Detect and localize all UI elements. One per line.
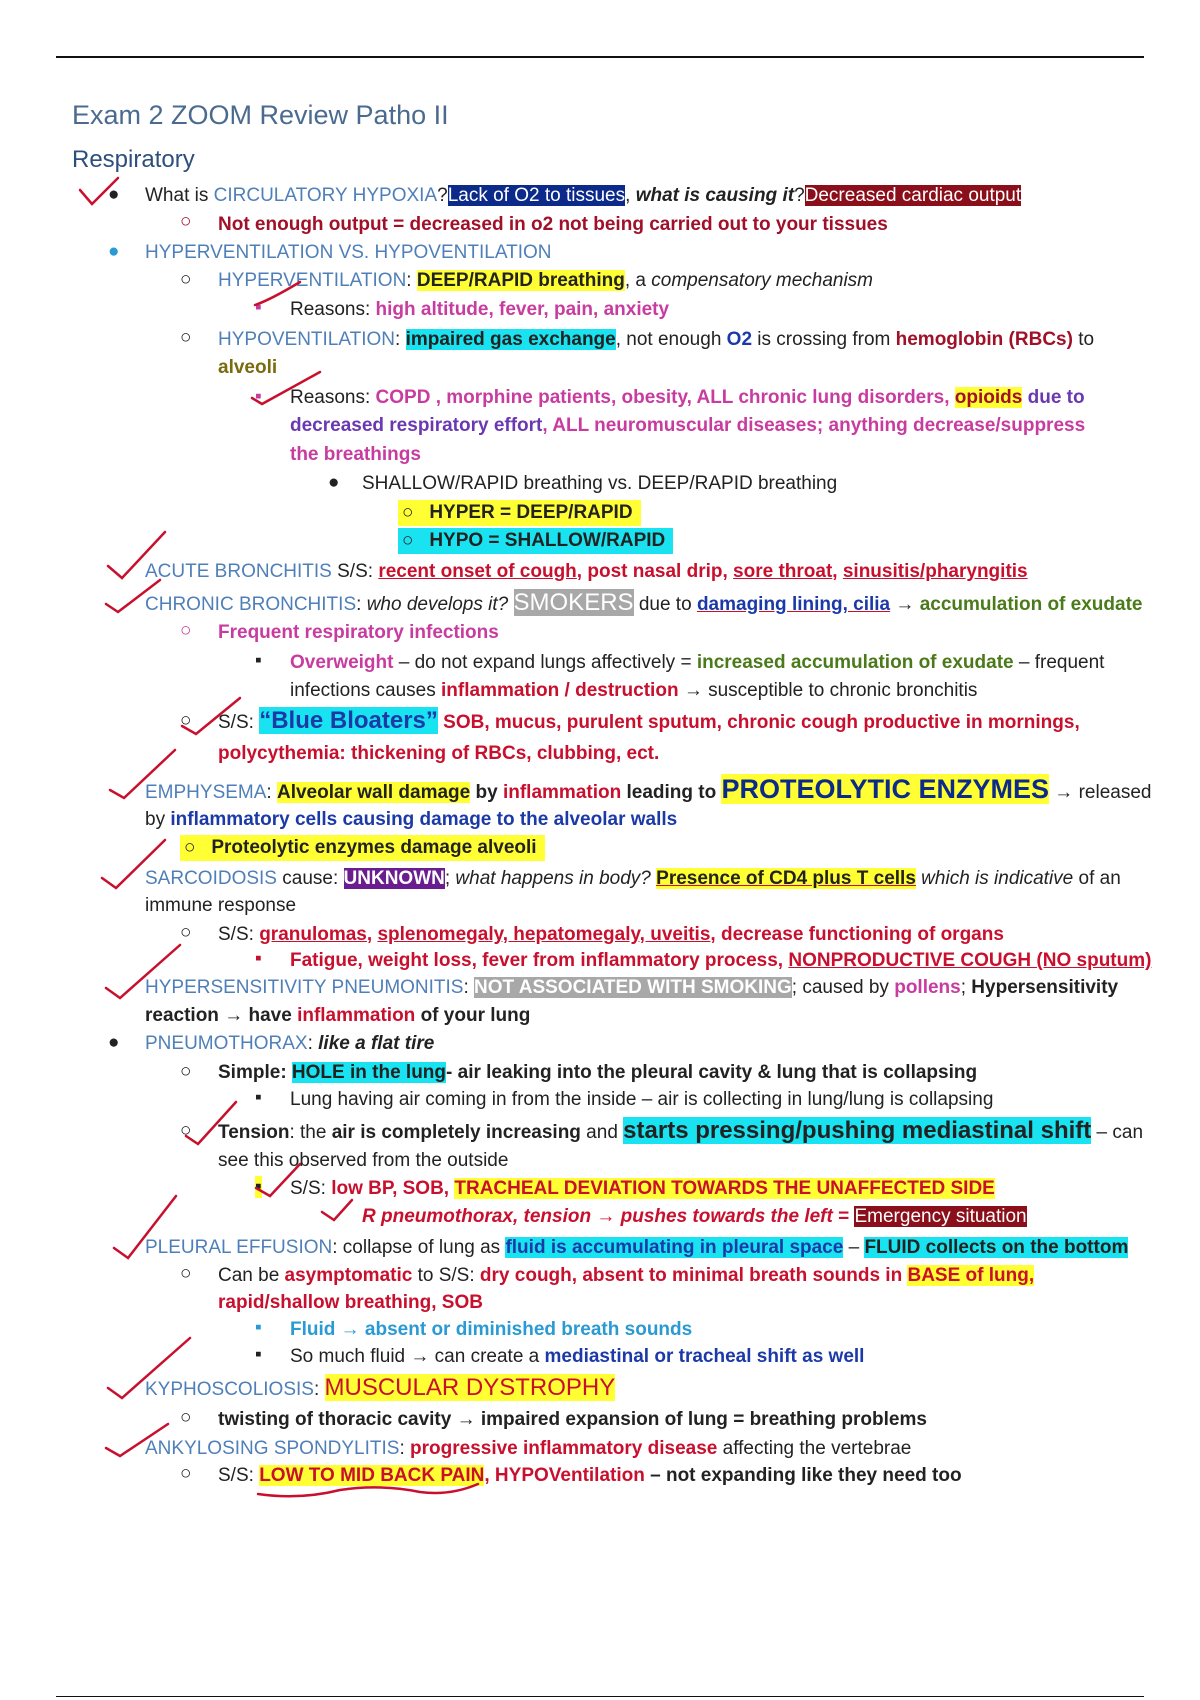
line-back-pain: S/S: LOW TO MID BACK PAIN, HYPOVentilation – not expanding like they need too — [218, 1465, 962, 1486]
line-polycythemia: polycythemia: thickening of RBCs, clubbing, ect. — [218, 743, 660, 764]
bullet: ○ — [180, 1407, 192, 1428]
line-hypo-eq: ○ HYPO = SHALLOW/RAPID — [398, 528, 673, 554]
line-hyperventilation: HYPERVENTILATION: DEEP/RAPID breathing, a compensatory mechanism — [218, 270, 874, 291]
line-twisting: twisting of thoracic cavity → impaired expansion of lung = breathing problems — [218, 1409, 927, 1430]
line-tension-ss: S/S: low BP, SOB, TRACHEAL DEVIATION TOWARDS THE UNAFFECTED SIDE — [290, 1178, 995, 1199]
line-not-enough: Not enough output = decreased in o2 not being carried out to your tissues — [218, 214, 888, 235]
line-rapid-shallow: rapid/shallow breathing, SOB — [218, 1292, 483, 1313]
bullet: ○ — [180, 211, 192, 232]
line-emphysema: EMPHYSEMA: Alveolar wall damage by inflammation leading to PROTEOLYTIC ENZYMES → released — [145, 774, 1152, 804]
line-reaction: reaction → have inflammation of your lung — [145, 1005, 531, 1026]
top-rule — [56, 56, 1144, 58]
line-hypo-reasons-2: decreased respiratory effort, ALL neuromuscular diseases; anything decrease/suppress — [290, 415, 1086, 436]
bullet: ● — [328, 472, 340, 493]
section-heading: Respiratory — [72, 146, 195, 173]
document-title: Exam 2 ZOOM Review Patho II — [72, 100, 449, 130]
line-blue-bloaters: S/S: “Blue Bloaters” SOB, mucus, purulent sputum, chronic cough productive in mornings, — [218, 707, 1080, 734]
bullet: ○ — [180, 620, 192, 641]
line-frequent-infections: Frequent respiratory infections — [218, 622, 499, 643]
line-hypo-reasons-1: Reasons: COPD , morphine patients, obesity, ALL chronic lung disorders, opioids due to — [290, 387, 1085, 408]
line-so-much-fluid: So much fluid → can create a mediastinal or tracheal shift as well — [290, 1346, 865, 1367]
line-sarcoidosis: SARCOIDOSIS cause: UNKNOWN; what happens in body? Presence of CD4 plus T cells which is indicative of an — [145, 868, 1121, 889]
line-proteolytic: ○ Proteolytic enzymes damage alveoli — [180, 835, 545, 861]
line-overweight: Overweight – do not expand lungs affectively = increased accumulation of exudate – frequent — [290, 652, 1105, 673]
bullet: ○ — [180, 327, 192, 348]
bullet: ○ — [180, 1463, 192, 1484]
line-hypo-reasons-3: the breathings — [290, 444, 421, 465]
line-pneumothorax: PNEUMOTHORAX: like a flat tire — [145, 1033, 435, 1054]
bullet: ▪ — [255, 948, 262, 969]
line-granulomas: S/S: granulomas, splenomegaly, hepatomegaly, uveitis, decrease functioning of organs — [218, 924, 1004, 945]
bullet: ▪ — [255, 386, 262, 407]
bullet: ○ — [180, 1061, 192, 1082]
line-emphysema-2: by inflammatory cells causing damage to the alveolar walls — [145, 809, 678, 830]
line-circulatory-hypoxia: What is CIRCULATORY HYPOXIA?Lack of O2 to tissues, what is causing it?Decreased cardiac output — [145, 185, 1022, 206]
bullet: ▪ — [255, 1087, 262, 1108]
bullet: ▪ — [255, 650, 262, 671]
line-immune: immune response — [145, 895, 297, 916]
bullet: ▪ — [255, 297, 262, 318]
line-tension: Tension: the air is completely increasing and starts pressing/pushing mediastinal shift – can — [218, 1117, 1144, 1144]
line-r-pneumothorax: R pneumothorax, tension → pushes towards the left = Emergency situation — [362, 1206, 1027, 1227]
bullet: ○ — [184, 837, 212, 858]
line-hvh: HYPERVENTILATION VS. HYPOVENTILATION — [145, 242, 552, 263]
line-chronic-bronchitis: CHRONIC BRONCHITIS: who develops it? SMOKERS due to damaging lining, cilia → accumulation of exudate — [145, 589, 1143, 616]
bullet: ● — [108, 1032, 120, 1053]
line-alveoli: alveoli — [218, 357, 278, 378]
bullet: ▪ — [255, 1344, 262, 1365]
line-acute-bronchitis: ACUTE BRONCHITIS S/S: recent onset of cough, post nasal drip, sore throat, sinusitis/pharyngitis — [145, 561, 1028, 582]
bottom-rule — [56, 1696, 1144, 1697]
bullet: ○ — [180, 710, 192, 731]
checkmark-icon — [322, 1200, 352, 1220]
line-see-this: see this observed from the outside — [218, 1150, 509, 1171]
line-simple: Simple: HOLE in the lung- air leaking into the pleural cavity & lung that is collapsing — [218, 1062, 978, 1083]
line-ankylosing: ANKYLOSING SPONDYLITIS: progressive inflammatory disease affecting the vertebrae — [145, 1438, 912, 1459]
line-can-be: Can be asymptomatic to S/S: dry cough, absent to minimal breath sounds in BASE of lung, — [218, 1265, 1035, 1286]
bullet: ○ — [402, 502, 430, 523]
bullet: ● — [108, 184, 120, 205]
line-overweight-2: infections causes inflammation / destruction → susceptible to chronic bronchitis — [290, 680, 978, 701]
bullet: ○ — [180, 1263, 192, 1284]
bullet: ▪ — [255, 1176, 262, 1197]
bullet: ○ — [180, 1120, 192, 1141]
line-fluid: Fluid → absent or diminished breath sounds — [290, 1319, 693, 1340]
line-lung-air: Lung having air coming in from the inside – air is collecting in lung/lung is collapsing — [290, 1089, 994, 1110]
bullet: ○ — [180, 922, 192, 943]
line-hyper-reasons: Reasons: high altitude, fever, pain, anxiety — [290, 299, 670, 320]
line-hypoventilation: HYPOVENTILATION: impaired gas exchange, not enough O2 is crossing from hemoglobin (RBCs) to — [218, 329, 1095, 350]
bullet: ▪ — [255, 1317, 262, 1338]
bullet: ○ — [180, 269, 192, 290]
line-shallow-vs-deep: SHALLOW/RAPID breathing vs. DEEP/RAPID breathing — [362, 473, 838, 494]
line-pleural-effusion: PLEURAL EFFUSION: collapse of lung as fluid is accumulating in pleural space – FLUID collects on the bottom — [145, 1237, 1129, 1258]
line-fatigue: Fatigue, weight loss, fever from inflammatory process, NONPRODUCTIVE COUGH (NO sputum) — [290, 950, 1152, 971]
bullet: ○ — [402, 530, 430, 551]
line-kyphoscoliosis: KYPHOSCOLIOSIS: MUSCULAR DYSTROPHY — [145, 1374, 616, 1401]
bullet: ● — [108, 241, 120, 262]
line-hyper-eq: ○ HYPER = DEEP/RAPID — [398, 500, 641, 526]
line-hypersensitivity: HYPERSENSITIVITY PNEUMONITIS: NOT ASSOCIATED WITH SMOKING; caused by pollens; Hypersensitivity — [145, 977, 1119, 998]
